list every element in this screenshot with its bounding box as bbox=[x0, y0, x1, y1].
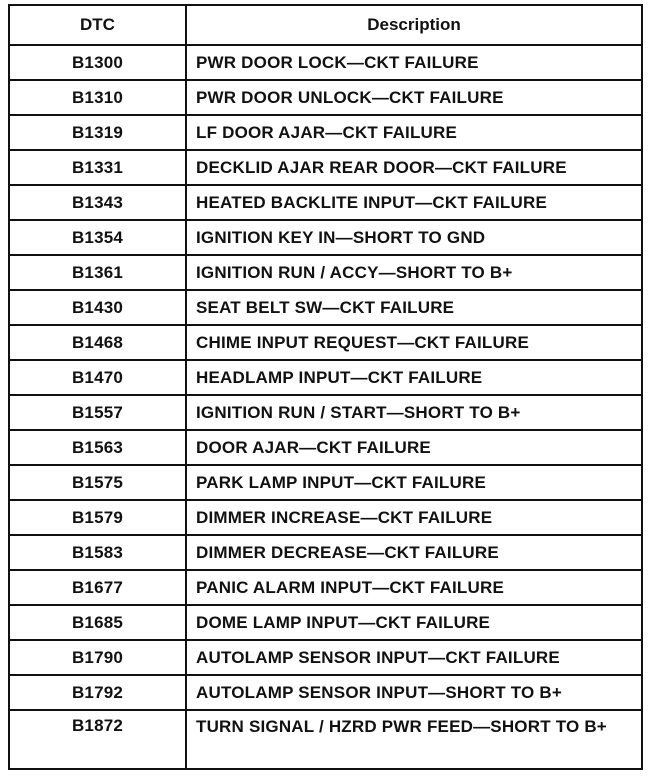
dtc-description: HEATED BACKLITE INPUT—CKT FAILURE bbox=[186, 185, 642, 220]
dtc-code: B1319 bbox=[9, 115, 186, 150]
dtc-code: B1579 bbox=[9, 500, 186, 535]
dtc-code: B1300 bbox=[9, 45, 186, 80]
dtc-table bbox=[8, 4, 643, 770]
table-row bbox=[9, 710, 642, 769]
table-row bbox=[9, 430, 642, 465]
table-row bbox=[9, 150, 642, 185]
table-row bbox=[9, 570, 642, 605]
dtc-code: B1468 bbox=[9, 325, 186, 360]
dtc-description: PARK LAMP INPUT—CKT FAILURE bbox=[186, 465, 642, 500]
dtc-code: B1430 bbox=[9, 290, 186, 325]
table-row bbox=[9, 115, 642, 150]
dtc-description: TURN SIGNAL / HZRD PWR FEED—SHORT TO B+ bbox=[186, 710, 642, 769]
dtc-code: B1872 bbox=[9, 710, 186, 769]
dtc-code: B1677 bbox=[9, 570, 186, 605]
dtc-description: AUTOLAMP SENSOR INPUT—CKT FAILURE bbox=[186, 640, 642, 675]
dtc-description: CHIME INPUT REQUEST—CKT FAILURE bbox=[186, 325, 642, 360]
table-row bbox=[9, 45, 642, 80]
dtc-code: B1331 bbox=[9, 150, 186, 185]
dtc-description: PWR DOOR LOCK—CKT FAILURE bbox=[186, 45, 642, 80]
dtc-code: B1575 bbox=[9, 465, 186, 500]
dtc-description: HEADLAMP INPUT—CKT FAILURE bbox=[186, 360, 642, 395]
dtc-code: B1583 bbox=[9, 535, 186, 570]
table-header-row bbox=[9, 5, 642, 45]
header-description: Description bbox=[186, 5, 642, 45]
dtc-code: B1343 bbox=[9, 185, 186, 220]
header-dtc: DTC bbox=[9, 5, 186, 45]
dtc-code: B1557 bbox=[9, 395, 186, 430]
table-row bbox=[9, 360, 642, 395]
dtc-code: B1792 bbox=[9, 675, 186, 710]
table-row bbox=[9, 325, 642, 360]
table-row bbox=[9, 640, 642, 675]
dtc-description: IGNITION RUN / START—SHORT TO B+ bbox=[186, 395, 642, 430]
table-row bbox=[9, 80, 642, 115]
dtc-code: B1685 bbox=[9, 605, 186, 640]
dtc-description: DIMMER DECREASE—CKT FAILURE bbox=[186, 535, 642, 570]
table-row bbox=[9, 290, 642, 325]
dtc-description: LF DOOR AJAR—CKT FAILURE bbox=[186, 115, 642, 150]
dtc-description: AUTOLAMP SENSOR INPUT—SHORT TO B+ bbox=[186, 675, 642, 710]
dtc-code: B1563 bbox=[9, 430, 186, 465]
dtc-description: DOOR AJAR—CKT FAILURE bbox=[186, 430, 642, 465]
dtc-description: IGNITION RUN / ACCY—SHORT TO B+ bbox=[186, 255, 642, 290]
table-row bbox=[9, 220, 642, 255]
table-row bbox=[9, 465, 642, 500]
table-row bbox=[9, 395, 642, 430]
dtc-description: PANIC ALARM INPUT—CKT FAILURE bbox=[186, 570, 642, 605]
dtc-table-container bbox=[8, 4, 641, 770]
table-row bbox=[9, 675, 642, 710]
table-row bbox=[9, 535, 642, 570]
dtc-description: DIMMER INCREASE—CKT FAILURE bbox=[186, 500, 642, 535]
dtc-code: B1790 bbox=[9, 640, 186, 675]
dtc-code: B1470 bbox=[9, 360, 186, 395]
dtc-code: B1354 bbox=[9, 220, 186, 255]
dtc-description: DECKLID AJAR REAR DOOR—CKT FAILURE bbox=[186, 150, 642, 185]
table-row bbox=[9, 185, 642, 220]
dtc-description: SEAT BELT SW—CKT FAILURE bbox=[186, 290, 642, 325]
dtc-code: B1310 bbox=[9, 80, 186, 115]
dtc-description: PWR DOOR UNLOCK—CKT FAILURE bbox=[186, 80, 642, 115]
table-row bbox=[9, 255, 642, 290]
dtc-description: IGNITION KEY IN—SHORT TO GND bbox=[186, 220, 642, 255]
dtc-code: B1361 bbox=[9, 255, 186, 290]
table-row bbox=[9, 500, 642, 535]
dtc-description: DOME LAMP INPUT—CKT FAILURE bbox=[186, 605, 642, 640]
table-row bbox=[9, 605, 642, 640]
